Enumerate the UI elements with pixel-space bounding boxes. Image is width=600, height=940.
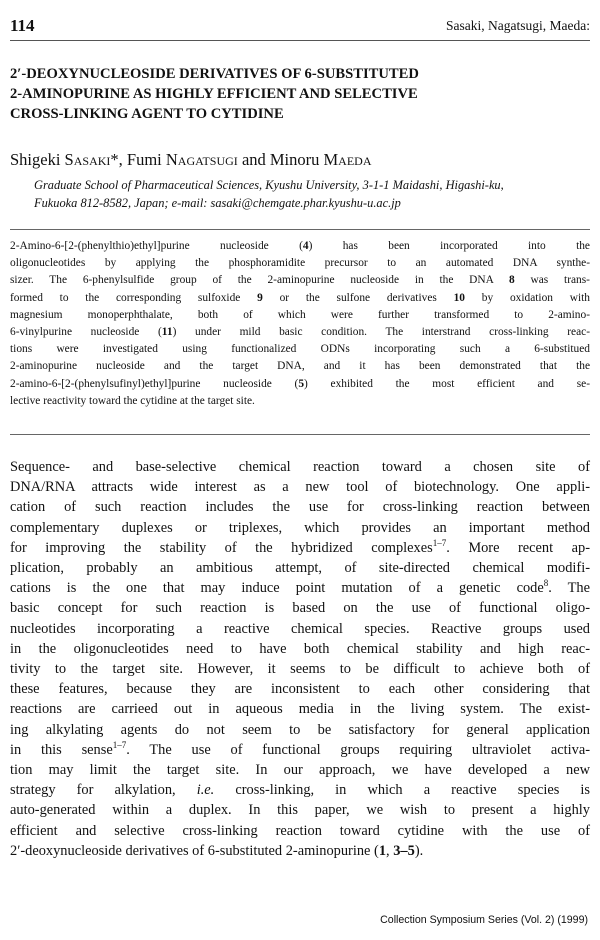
abstract-line: magnesium monoperphthalate, both of which were further transformed to 2-amino- bbox=[10, 308, 590, 321]
abstract-line: oligonucleotides by applying the phosphoramidite precursor to an automated DNA synthe- bbox=[10, 257, 590, 270]
author-family-name: Maeda bbox=[323, 150, 372, 169]
abstract-line: sizer. The 6-phenylsulfide group of the 2-aminopurine nucleoside in the DNA 8 was trans- bbox=[10, 274, 590, 287]
affiliation bbox=[34, 176, 594, 212]
abstract-line: 2-Amino-6-[2-(phenylthio)ethyl]purine nucleoside (4) has been incorporated into the bbox=[10, 240, 590, 252]
compound-number: 11 bbox=[161, 326, 173, 339]
body-line: ing alkylating agents do not seem to be satisfactory for general application bbox=[10, 721, 590, 738]
author-list bbox=[10, 150, 590, 170]
body-line: in the oligonucleotides need to have both chemical stability and high reac- bbox=[10, 640, 590, 657]
compound-number: 3–5 bbox=[393, 842, 415, 859]
abstract-line: 6-vinylpurine nucleoside (11) under mild basic condition. The interstrand cross-linking reac- bbox=[10, 326, 591, 339]
body-line: auto-generated within a duplex. In this paper, we wish to present a highly bbox=[10, 802, 590, 819]
body-line: reactions are carrieed out in aqueous media in the living system. The exist- bbox=[10, 701, 590, 718]
running-header bbox=[10, 16, 590, 38]
body-line: efficient and selective cross-linking reaction toward cytidine with the use of bbox=[10, 822, 590, 839]
body-line: strategy for alkylation, i.e. cross-linking, in which a reactive species is bbox=[10, 782, 590, 799]
compound-number: 5 bbox=[298, 377, 305, 390]
header-rule bbox=[10, 40, 590, 41]
body-line: complementary duplexes or triplexes, which provides an important method bbox=[10, 519, 590, 536]
body-line: basic concept for such reaction is based on the use of functional oligo- bbox=[10, 600, 590, 617]
body-line: tion may limit the target site. In our approach, we have developed a new bbox=[10, 762, 590, 779]
author-given-name: Shigeki bbox=[10, 150, 65, 169]
compound-number: 9 bbox=[257, 291, 263, 304]
author-separator: and Minoru bbox=[237, 150, 324, 169]
author-separator: , Fumi bbox=[118, 150, 166, 169]
compound-number: 1 bbox=[378, 842, 387, 859]
citation-superscript: 1–7 bbox=[112, 740, 127, 751]
body-line: Sequence- and base-selective chemical reaction toward a chosen site of bbox=[10, 459, 590, 475]
latin-abbreviation: i.e. bbox=[196, 782, 215, 799]
body-line: tivity to the target site. However, it seems to be difficult to achieve both of bbox=[10, 661, 590, 678]
abstract-line: formed to the corresponding sulfoxide 9 or the sulfone derivatives 10 by oxidation with bbox=[10, 291, 590, 304]
citation-superscript: 8 bbox=[543, 578, 549, 589]
body-line: in this sense$^{1-7}$. The use of functional groups requiring ultraviolet activa- bbox=[10, 740, 591, 758]
body-line: for improving the stability of the hybridized complexes$^{1-7}$. More recent ap- bbox=[10, 538, 590, 556]
page-number: 114 bbox=[10, 16, 35, 35]
abstract-line: 2-amino-6-[2-(phenylsufinyl)ethyl]purine nucleoside (5) exhibited the most efficient and se- bbox=[10, 377, 590, 390]
title-line: 2-AMINOPURINE AS HIGHLY EFFICIENT AND SELECTIVE bbox=[10, 86, 418, 102]
series-footer: Collection Symposium Series (Vol. 2) (1999) bbox=[380, 914, 588, 926]
title-line: CROSS-LINKING AGENT TO CYTIDINE bbox=[10, 106, 284, 122]
compound-number: 8 bbox=[509, 274, 515, 287]
abstract-line: lective reactivity toward the cytidine at the target site. bbox=[10, 394, 255, 407]
affiliation-line: Graduate School of Pharmaceutical Sciences, Kyushu University, 3-1-1 Maidashi, Higashi-ku, bbox=[34, 178, 504, 192]
body-line: 2′-deoxynucleoside derivatives of 6-substituted 2-aminopurine (1, 3–5). bbox=[10, 842, 424, 859]
running-authors: Sasaki, Nagatsugi, Maeda: bbox=[446, 18, 590, 33]
abstract-top-rule bbox=[10, 229, 590, 230]
compound-number: 10 bbox=[453, 291, 465, 304]
author-family-name: Nagatsugi bbox=[165, 150, 238, 169]
body-paragraph bbox=[10, 457, 590, 861]
compound-number: 4 bbox=[302, 240, 309, 252]
abstract-line: 2-aminopurine nucleoside and the target DNA, and it has been demonstrated that the bbox=[10, 360, 590, 373]
abstract bbox=[10, 238, 590, 410]
abstract-bottom-rule bbox=[10, 434, 590, 435]
author-family-name: Sasaki bbox=[64, 150, 111, 169]
affiliation-line: Fukuoka 812-8582, Japan; e-mail: sasaki@chemgate.phar.kyushu-u.ac.jp bbox=[34, 196, 401, 210]
title-line: 2′-DEOXYNUCLEOSIDE DERIVATIVES OF 6-SUBSTITUTED bbox=[10, 66, 419, 82]
body-line: nucleotides incorporating a reactive chemical species. Reactive groups used bbox=[10, 620, 590, 637]
article-title bbox=[10, 64, 590, 124]
body-line: plication, probably an ambitious attempt, of site-directed chemical modifi- bbox=[10, 560, 590, 577]
body-line: DNA/RNA attracts wide interest as a new tool of biotechnology. One appli- bbox=[10, 479, 590, 496]
abstract-line: tions were investigated using functionalized ODNs incorporating such a 6-substitued bbox=[10, 343, 590, 356]
body-line: cations is the one that may induce point mutation of a genetic code$^8$. The bbox=[10, 578, 591, 597]
citation-superscript: 1–7 bbox=[432, 538, 447, 549]
corresponding-author-mark: * bbox=[110, 150, 119, 169]
body-line: these features, because they are inconsistent to each other considering that bbox=[10, 681, 590, 698]
body-line: cation of such reaction includes the use for cross-linking reaction between bbox=[10, 499, 590, 516]
